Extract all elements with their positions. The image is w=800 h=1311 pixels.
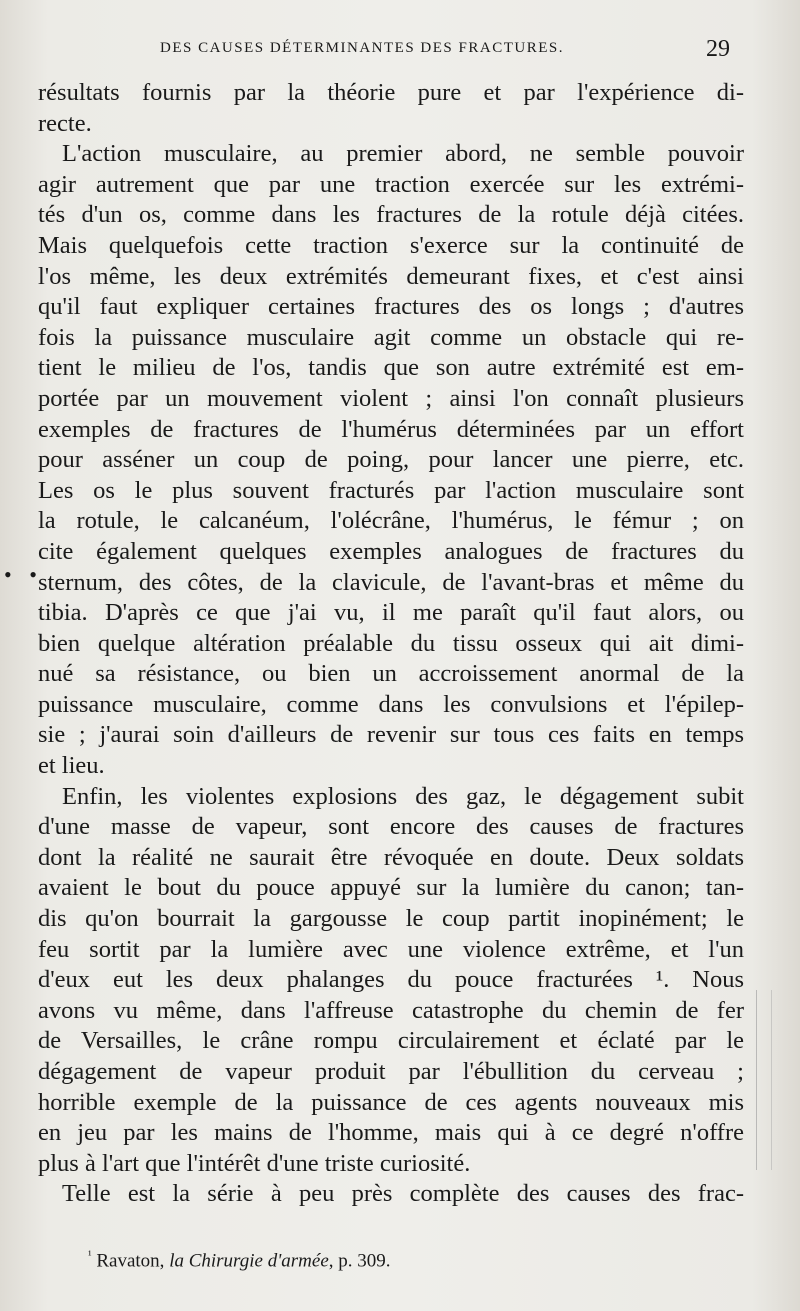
paragraph-2: [38, 139, 744, 781]
paragraph-4: [38, 1179, 744, 1210]
text-line: pour asséner un coup de poing, pour lancer une pierre, etc.: [38, 446, 744, 474]
text-line: avaient le bout du pouce appuyé sur la lumière du canon; tan-: [38, 874, 744, 902]
running-header: [160, 36, 730, 66]
text-line: tés d'un os, comme dans les fractures de la rotule déjà citées.: [38, 201, 744, 229]
text-line: en jeu par les mains de l'homme, mais qui à ce degré n'offre: [38, 1119, 744, 1147]
text-line: Les os le plus souvent fracturés par l'action musculaire sont: [38, 476, 744, 504]
text-line: Telle est la série à peu près complète des causes des frac-: [62, 1180, 744, 1208]
text-line: bien quelque altération préalable du tissu osseux qui ait dimi-: [38, 629, 744, 657]
footnote-marker: ¹: [88, 1248, 92, 1262]
footnote-title: la Chirurgie d'armée: [169, 1250, 329, 1272]
text-line: sternum, des côtes, de la clavicule, de l'avant-bras et même du: [38, 568, 744, 596]
text-line: tibia. D'après ce que j'ai vu, il me paraît qu'il faut alors, ou: [38, 599, 744, 627]
running-title: DES CAUSES DÉTERMINANTES DES FRACTURES.: [160, 40, 564, 56]
text-line: résultats fournis par la théorie pure et par l'expérience di-: [38, 79, 744, 106]
text-line: de Versailles, le crâne rompu circulairement et éclaté par le: [38, 1027, 744, 1055]
text-line: et lieu.: [38, 752, 105, 780]
footnote: [88, 1248, 738, 1272]
text-line: exemples de fractures de l'humérus déterminées par un effort: [38, 415, 744, 443]
text-line: l'os même, les deux extrémités demeurant fixes, et c'est ainsi: [38, 262, 744, 290]
margin-dots: • •: [4, 562, 43, 587]
text-line: horrible exemple de la puissance de ces agents nouveaux mis: [38, 1088, 744, 1116]
text-line: portée par un mouvement violent ; ainsi l'on connaît plusieurs: [38, 384, 744, 412]
text-line: la rotule, le calcanéum, l'olécrâne, l'humérus, le fémur ; on: [38, 507, 744, 535]
margin-mark: [756, 990, 772, 1170]
text-line: plus à l'art que l'intérêt d'une triste curiosité.: [38, 1149, 471, 1177]
paragraph-1: [38, 78, 744, 139]
page-number: 29: [706, 36, 730, 62]
paragraph-3: [38, 782, 744, 1180]
text-line: agir autrement que par une traction exercée sur les extrémi-: [38, 170, 744, 198]
footnote-page: , p. 309.: [328, 1250, 391, 1272]
footnote-author: Ravaton,: [96, 1250, 165, 1272]
text-line: avons vu même, dans l'affreuse catastrophe du chemin de fer: [38, 996, 744, 1024]
text-line: Mais quelquefois cette traction s'exerce sur la continuité de: [38, 231, 744, 259]
text-line: puissance musculaire, comme dans les convulsions et l'épilep-: [38, 690, 744, 718]
text-line: dis qu'on bourrait la gargousse le coup partit inopinément; le: [38, 905, 744, 933]
text-line: d'eux eut les deux phalanges du pouce fracturées ¹. Nous: [38, 966, 744, 994]
text-line: L'action musculaire, au premier abord, ne semble pouvoir: [62, 140, 744, 168]
text-line: d'une masse de vapeur, sont encore des causes de fractures: [38, 813, 744, 841]
text-line: cite également quelques exemples analogues de fractures du: [38, 537, 744, 565]
text-line: fois la puissance musculaire agit comme un obstacle qui re-: [38, 323, 744, 351]
text-line: sie ; j'aurai soin d'ailleurs de revenir sur tous ces faits en temps: [38, 721, 744, 749]
text-line: Enfin, les violentes explosions des gaz, le dégagement subit: [62, 782, 744, 810]
text-line: dont la réalité ne saurait être révoquée en doute. Deux soldats: [38, 843, 744, 871]
text-line: qu'il faut expliquer certaines fractures des os longs ; d'autres: [38, 293, 744, 321]
text-line: recte.: [38, 109, 92, 137]
text-line: dégagement de vapeur produit par l'ébullition du cerveau ;: [38, 1058, 744, 1085]
text-line: nué sa résistance, ou bien un accroissement anormal de la: [38, 660, 744, 688]
text-line: tient le milieu de l'os, tandis que son autre extrémité est em-: [38, 354, 744, 382]
text-line: feu sortit par la lumière avec une violence extrême, et l'un: [38, 935, 744, 963]
body-text: [38, 78, 744, 1210]
